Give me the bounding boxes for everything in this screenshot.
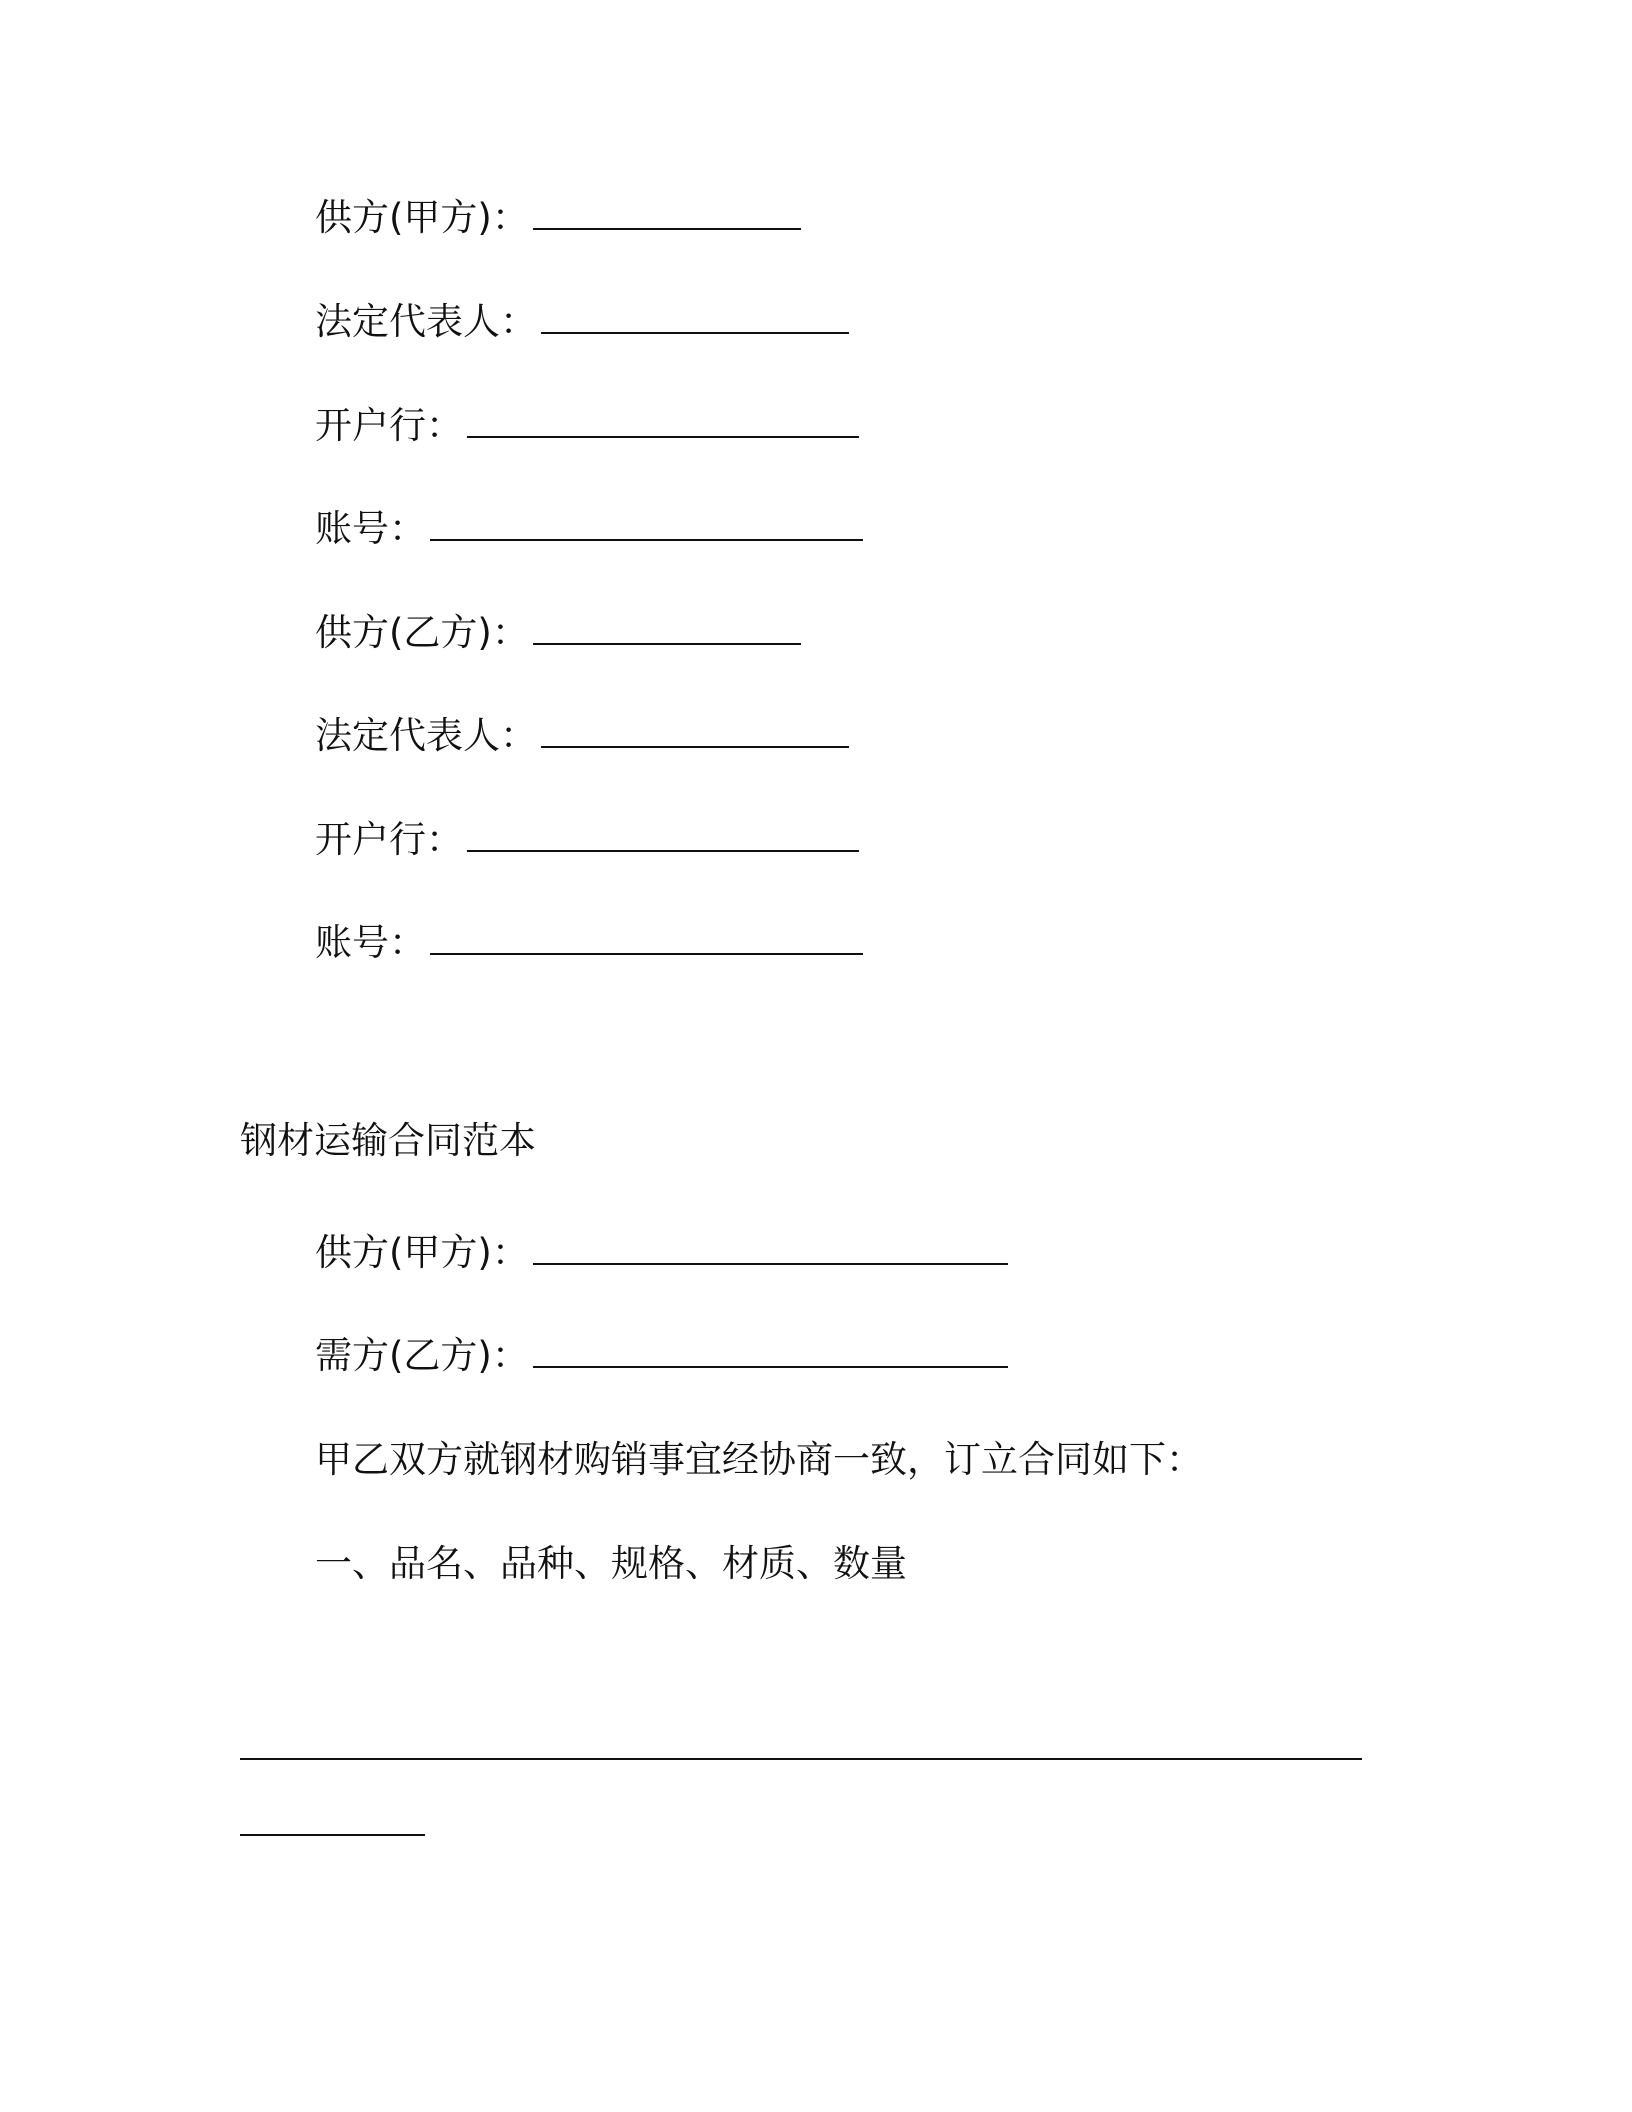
legal-rep-a-field [315,300,849,344]
supplier-label: 供方(甲方)： [315,1231,529,1274]
supplier-field [315,1231,1008,1275]
legal-rep-b-blank[interactable] [541,716,849,748]
bank-a-label: 开户行： [315,404,463,447]
buyer-field [315,1334,1008,1378]
clause-1-heading: 一、品名、品种、规格、材质、数量 [315,1542,907,1585]
legal-rep-b-field [315,714,849,758]
legal-rep-a-blank[interactable] [541,302,849,334]
supplier-b-label: 供方(乙方)： [315,611,529,654]
account-b-label: 账号： [315,921,426,964]
account-b-blank[interactable] [430,923,863,955]
bank-a-field [315,404,859,448]
bank-b-blank[interactable] [467,820,859,852]
supplier-a-field [315,196,801,240]
account-a-blank[interactable] [430,509,863,541]
fill-in-line-2[interactable] [240,1834,425,1836]
buyer-blank[interactable] [533,1336,1008,1368]
supplier-a-label: 供方(甲方)： [315,196,529,239]
intro-paragraph: 甲乙双方就钢材购销事宜经协商一致，订立合同如下： [315,1438,1203,1481]
legal-rep-a-label: 法定代表人： [315,300,537,343]
supplier-a-blank[interactable] [533,198,801,230]
bank-a-blank[interactable] [467,406,859,438]
fill-in-line-1[interactable] [240,1758,1362,1760]
supplier-b-field [315,611,801,655]
supplier-blank[interactable] [533,1233,1008,1265]
bank-b-field [315,818,859,862]
buyer-label: 需方(乙方)： [315,1334,529,1377]
account-b-field [315,921,863,965]
legal-rep-b-label: 法定代表人： [315,714,537,757]
supplier-b-blank[interactable] [533,613,801,645]
bank-b-label: 开户行： [315,818,463,861]
contract-title: 钢材运输合同范本 [240,1119,536,1162]
account-a-label: 账号： [315,507,426,550]
account-a-field [315,507,863,551]
